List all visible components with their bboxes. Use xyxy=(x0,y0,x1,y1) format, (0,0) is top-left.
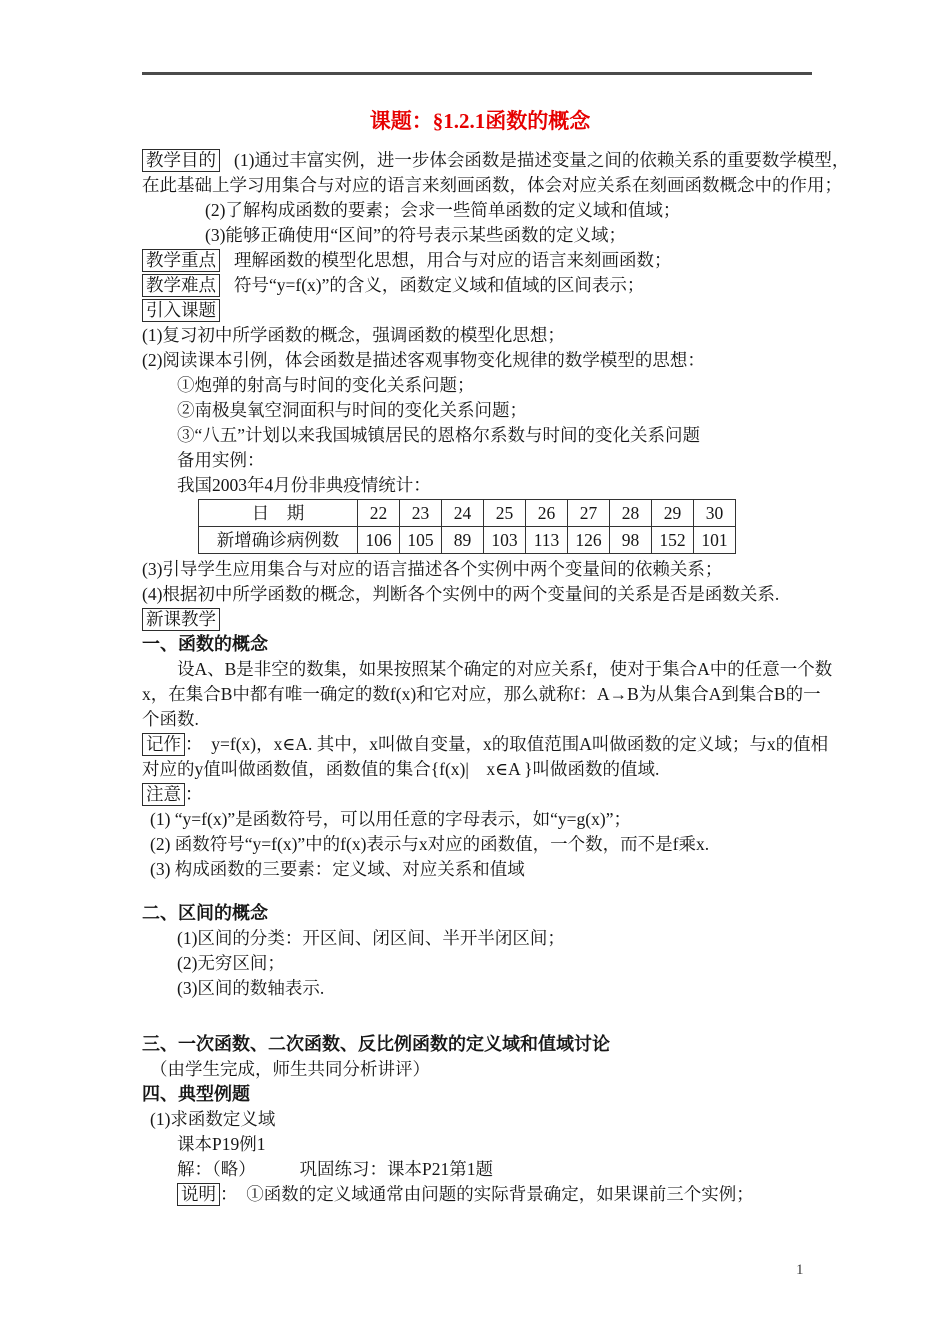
intro-sub-3-text: ③“八五”计划以来我国城镇居民的恩格尔系数与时间的变化关系问题 xyxy=(177,425,701,445)
section-spacer xyxy=(142,1001,818,1032)
note-item-1 xyxy=(142,807,818,832)
table-cell: 26 xyxy=(526,500,568,527)
remark-text: ： ①函数的定义域通常由问题的实际背景确定，如果课前三个实例； xyxy=(220,1184,754,1204)
stats-caption-line xyxy=(142,473,818,498)
label-objectives: 教学目的 xyxy=(142,149,220,172)
table-cell: 29 xyxy=(652,500,694,527)
sars-stats-table xyxy=(198,499,736,554)
section-spacer xyxy=(142,882,818,901)
intro-sub-1 xyxy=(142,373,818,398)
notation-text: ： y=f(x)，x∈A. 其中，x叫做自变量，x的取值范围A叫做函数的定义域；与x的值相 xyxy=(185,734,829,754)
difficulties-text: 符号“y=f(x)”的含义，函数定义域和值域的区间表示； xyxy=(234,275,645,295)
section-2-item-2-text: (2)无穷区间； xyxy=(177,953,285,973)
objectives-text-3: (2)了解构成函数的要素；会求一些简单函数的定义域和值域； xyxy=(205,200,681,220)
objectives-line-4 xyxy=(142,223,818,248)
table-cell: 24 xyxy=(442,500,484,527)
section-4-heading-text: 四、典型例题 xyxy=(142,1084,250,1104)
intro-item-3-text: (3)引导学生应用集合与对应的语言描述各个实例中两个变量间的依赖关系； xyxy=(142,559,723,579)
note-item-2-text: (2) 函数符号“y=f(x)”中的f(x)表示与x对应的函数值，一个数，而不是f乘x. xyxy=(150,834,710,854)
objectives-text-4: (3)能够正确使用“区间”的符号表示某些函数的定义域； xyxy=(205,225,626,245)
section-1-para-1 xyxy=(142,657,833,682)
table-cell: 113 xyxy=(526,527,568,554)
intro-item-4 xyxy=(142,582,818,607)
section-1-heading xyxy=(142,632,818,657)
new-lesson-label-line xyxy=(142,607,818,632)
intro-sub-2-text: ②南极臭氧空洞面积与时间的变化关系问题； xyxy=(177,400,527,420)
backup-example-text: 备用实例： xyxy=(177,450,265,470)
section-1-para-2-text: x，在集合B中都有唯一确定的数f(x)和它对应，那么就称f：A→B为从集合A到集合B的一 xyxy=(142,684,821,704)
table-cell: 23 xyxy=(400,500,442,527)
table-cell: 126 xyxy=(568,527,610,554)
note-item-1-text: (1) “y=f(x)”是函数符号，可以用任意的字母表示，如“y=g(x)”； xyxy=(150,809,631,829)
intro-item-1-text: (1)复习初中所学函数的概念，强调函数的模型化思想； xyxy=(142,325,565,345)
objectives-line-1 xyxy=(142,148,850,173)
page-title: 课题：§1.2.1函数的概念 xyxy=(369,109,591,133)
section-1-para-3 xyxy=(142,707,818,732)
label-notation: 记作 xyxy=(142,733,185,756)
section-4-note-line xyxy=(142,1182,818,1207)
notation-line xyxy=(142,732,829,757)
note-item-3 xyxy=(142,857,818,882)
intro-item-2 xyxy=(142,348,818,373)
intro-sub-3 xyxy=(142,423,818,448)
section-1-heading-text: 一、函数的概念 xyxy=(142,634,268,654)
section-4-item-1-text: (1)求函数定义域 xyxy=(150,1109,276,1129)
section-3-heading xyxy=(142,1032,818,1057)
section-2-item-1-text: (1)区间的分类：开区间、闭区间、半开半闭区间； xyxy=(177,928,565,948)
section-3-note xyxy=(142,1057,818,1082)
section-2-item-3 xyxy=(142,976,818,1001)
note-item-2 xyxy=(142,832,818,857)
table-cell: 22 xyxy=(358,500,400,527)
section-4-item-1 xyxy=(142,1107,818,1132)
table-cell: 103 xyxy=(484,527,526,554)
intro-sub-1-text: ①炮弹的射高与时间的变化关系问题； xyxy=(177,375,475,395)
intro-label-line xyxy=(142,298,818,323)
section-1-para-3-text: 个函数. xyxy=(142,709,199,729)
note-item-3-text: (3) 构成函数的三要素：定义域、对应关系和值域 xyxy=(150,859,525,879)
section-4-item-3 xyxy=(142,1157,818,1182)
header-rule xyxy=(142,72,812,75)
objectives-line-2 xyxy=(142,173,842,198)
page-number: 1 xyxy=(796,1262,804,1278)
section-4-item-2-text: 课本P19例1 xyxy=(177,1134,266,1154)
intro-item-1 xyxy=(142,323,818,348)
note-label-line xyxy=(142,782,818,807)
table-cell: 25 xyxy=(484,500,526,527)
section-2-heading xyxy=(142,901,818,926)
label-note: 注意 xyxy=(142,783,185,806)
objectives-line-3 xyxy=(142,198,818,223)
key-points-line xyxy=(142,248,818,273)
table-cell: 105 xyxy=(400,527,442,554)
table-row-dates xyxy=(199,500,736,527)
table-row-cases xyxy=(199,527,736,554)
section-1-para-1-text: 设A、B是非空的数集，如果按照某个确定的对应关系f，使对于集合A中的任意一个数 xyxy=(177,659,833,679)
label-remark: 说明 xyxy=(177,1183,220,1206)
table-cell: 98 xyxy=(610,527,652,554)
table-cell: 30 xyxy=(694,500,736,527)
section-2-item-3-text: (3)区间的数轴表示. xyxy=(177,978,325,998)
intro-sub-2 xyxy=(142,398,818,423)
table-cell: 27 xyxy=(568,500,610,527)
document-content xyxy=(142,106,850,1207)
label-difficulties: 教学难点 xyxy=(142,274,220,297)
key-points-text: 理解函数的模型化思想，用合与对应的语言来刻画函数； xyxy=(234,250,672,270)
intro-item-2-text: (2)阅读课本引例，体会函数是描述客观事物变化规律的数学模型的思想： xyxy=(142,350,705,370)
section-2-item-2 xyxy=(142,951,818,976)
stats-caption-text: 我国2003年4月份非典疫情统计： xyxy=(177,475,431,495)
difficulties-line xyxy=(142,273,818,298)
intro-item-4-text: (4)根据初中所学函数的概念，判断各个实例中的两个变量间的关系是否是函数关系. xyxy=(142,584,780,604)
label-key-points: 教学重点 xyxy=(142,249,220,272)
table-cell-cases-label: 新增确诊病例数 xyxy=(199,527,358,554)
section-4-item-3-text: 解：（略） 巩固练习：课本P21第1题 xyxy=(177,1159,493,1179)
section-2-item-1 xyxy=(142,926,818,951)
table-cell: 28 xyxy=(610,500,652,527)
section-1-para-2 xyxy=(142,682,821,707)
table-cell: 101 xyxy=(694,527,736,554)
note-colon: ： xyxy=(185,784,203,804)
section-3-heading-text: 三、一次函数、二次函数、反比例函数的定义域和值域讨论 xyxy=(142,1034,610,1054)
section-4-item-2 xyxy=(142,1132,818,1157)
table-cell: 106 xyxy=(358,527,400,554)
objectives-text-2: 在此基础上学习用集合与对应的语言来刻画函数，体会对应关系在刻画函数概念中的作用； xyxy=(142,175,842,195)
backup-example-line xyxy=(142,448,818,473)
notation-cont-text: 对应的y值叫做函数值，函数值的集合{f(x)| x∈A }叫做函数的值域. xyxy=(142,759,660,779)
section-2-heading-text: 二、区间的概念 xyxy=(142,903,268,923)
section-4-heading xyxy=(142,1082,818,1107)
table-cell: 152 xyxy=(652,527,694,554)
intro-item-3 xyxy=(142,557,818,582)
table-cell-date-label: 日 期 xyxy=(199,500,358,527)
objectives-text-1: (1)通过丰富实例，进一步体会函数是描述变量之间的依赖关系的重要数学模型， xyxy=(234,150,850,170)
table-cell: 89 xyxy=(442,527,484,554)
label-new-lesson: 新课教学 xyxy=(142,608,220,631)
section-3-note-text: （由学生完成，师生共同分析讲评） xyxy=(150,1059,430,1079)
label-intro: 引入课题 xyxy=(142,299,220,322)
notation-cont-line xyxy=(142,757,818,782)
